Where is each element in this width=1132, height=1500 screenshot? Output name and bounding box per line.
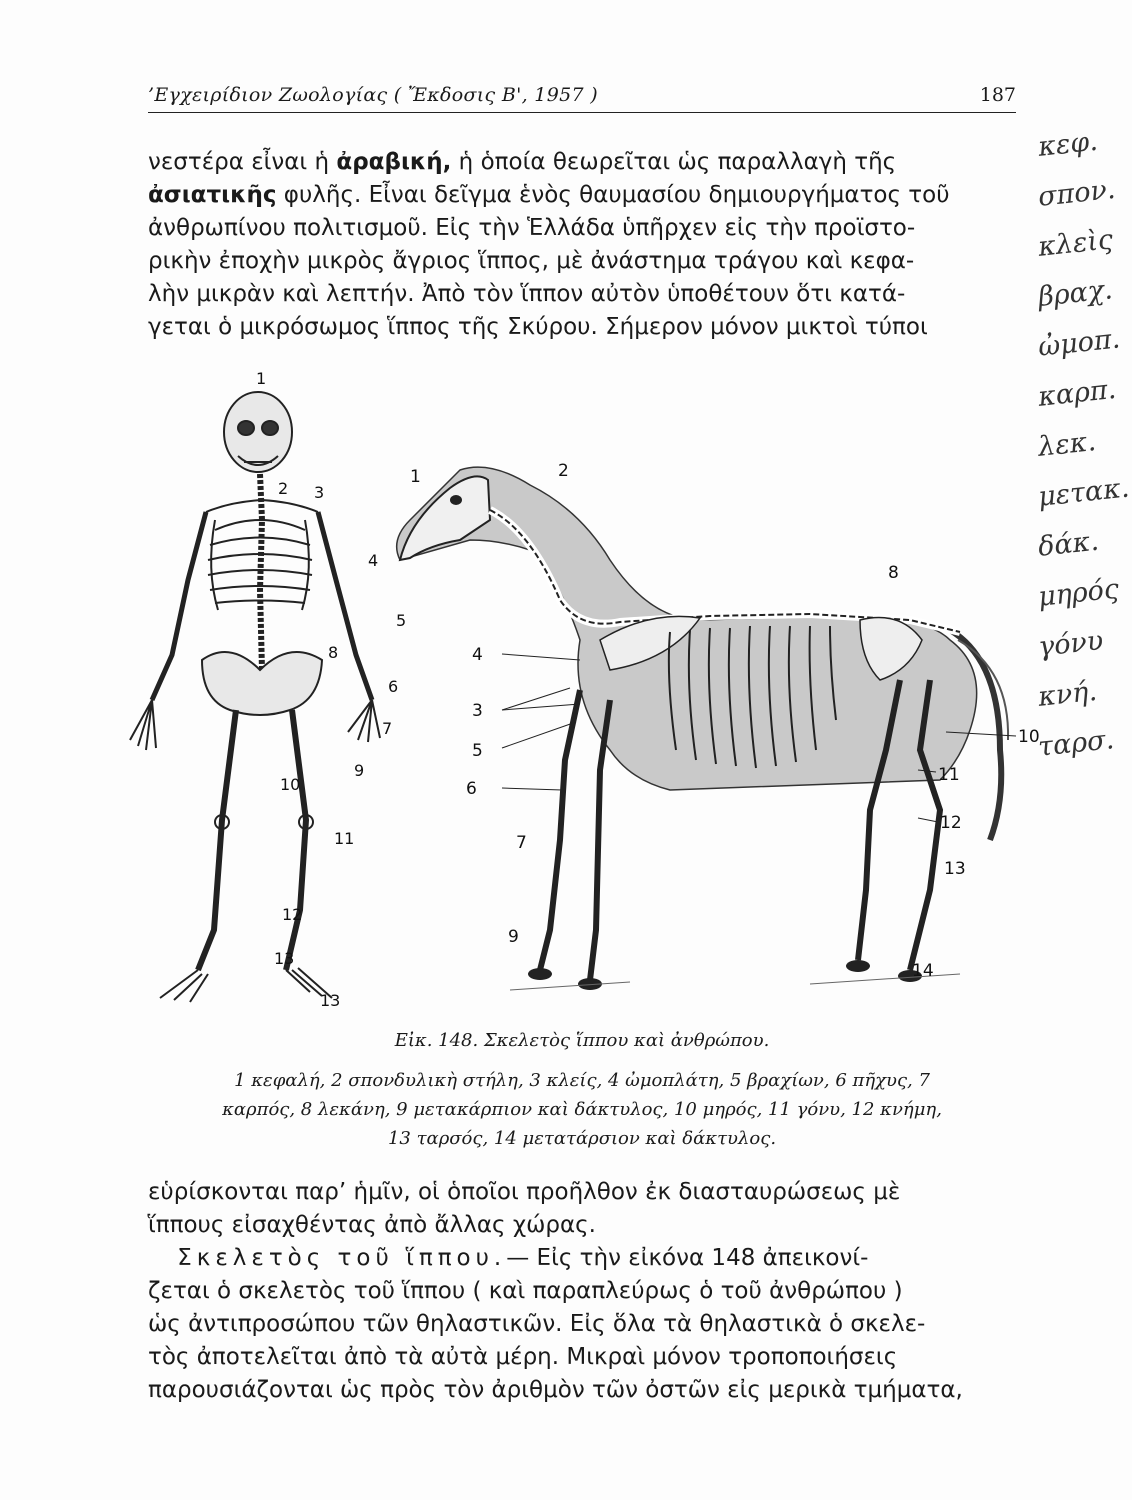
horse-label: 3: [472, 701, 483, 721]
paragraph-top: [148, 146, 1016, 344]
text-line: ἀσιατικῆς φυλῆς. Εἶναι δεῖγμα ἑνὸς θαυμασίου δημιουργήματος τοῦ: [148, 182, 950, 208]
text-line: λὴν μικρὰν καὶ λεπτήν. Ἀπὸ τὸν ἵππον αὐτὸν ὑποθέτουν ὅτι κατά-: [148, 281, 906, 307]
margin-note: κεφ.: [1036, 125, 1100, 163]
horse-label: 12: [940, 813, 962, 833]
margin-note: δάκ.: [1036, 525, 1101, 563]
human-label: 11: [334, 829, 355, 848]
text-line: γεται ὁ μικρόσωμος ἵππος τῆς Σκύρου. Σήμερον μόνον μικτοὶ τύποι: [148, 314, 928, 340]
human-label: 6: [388, 677, 399, 696]
margin-note: ὠμοπ.: [1036, 323, 1122, 363]
bold-term: ἀραβική,: [336, 149, 452, 175]
horse-label: 6: [466, 779, 477, 799]
human-label: 10: [280, 775, 301, 794]
margin-note: λεκ.: [1036, 425, 1098, 463]
bold-term: ἀσιατικῆς: [148, 182, 277, 208]
legend-line: 1 κεφαλή, 2 σπονδυλικὴ στήλη, 3 κλείς, 4 ὠμοπλάτη, 5 βραχίων, 6 πῆχυς, 7: [234, 1070, 930, 1091]
paragraph-bottom: [148, 1176, 1016, 1242]
text-line: τὸς ἀποτελεῖται ἀπὸ τὰ αὐτὰ μέρη. Μικραὶ μόνον τροποποιήσεις: [148, 1344, 898, 1370]
text-line: ρικὴν ἐποχὴν μικρὸς ἄγριος ἵππος, μὲ ἀνάστημα τράγου καὶ κεφα-: [148, 248, 915, 274]
human-label: 8: [328, 643, 339, 662]
horse-label: 7: [516, 833, 527, 853]
human-label: 12: [282, 905, 303, 924]
horse-label: 9: [508, 927, 519, 947]
horse-label: 11: [938, 765, 960, 785]
human-label: 7: [382, 719, 393, 738]
human-label: 1: [256, 370, 267, 388]
text-line: παρουσιάζονται ὡς πρὸς τὸν ἀριθμὸν τῶν ὀστῶν εἰς μερικὰ τμήματα,: [148, 1377, 963, 1403]
legend-line: καρπός, 8 λεκάνη, 9 μετακάρπιον καὶ δάκτυλος, 10 μηρός, 11 γόνυ, 12 κνήμη,: [222, 1099, 942, 1120]
horse-label: 14: [912, 961, 934, 981]
figure-caption: Εἰκ. 148. Σκελετὸς ἵππου καὶ ἀνθρώπου.: [394, 1030, 770, 1051]
margin-note: μετακ.: [1036, 472, 1131, 513]
running-header: [148, 82, 1016, 113]
horse-label: 5: [472, 741, 483, 761]
human-label: 9: [354, 761, 365, 780]
margin-note: καρπ.: [1036, 373, 1118, 413]
horse-label: 1: [410, 467, 421, 487]
human-label: 3: [314, 483, 325, 502]
margin-note: κνή.: [1036, 675, 1099, 713]
margin-note: μηρός: [1036, 573, 1121, 613]
skeleton-figure: [110, 370, 1070, 1020]
margin-note: σπον.: [1036, 173, 1117, 213]
section-first-line: [148, 1242, 1016, 1275]
figure-legend: [148, 1066, 1016, 1153]
human-label: 2: [278, 479, 289, 498]
margin-note: ταρσ.: [1036, 724, 1116, 763]
horse-label: 10: [1018, 727, 1040, 747]
human-skeleton: [130, 392, 380, 1002]
human-label: 13: [274, 949, 295, 968]
margin-note: βραχ.: [1036, 274, 1115, 313]
human-label: 5: [396, 611, 407, 630]
human-label: 4: [368, 551, 379, 570]
horse-label: 2: [558, 461, 569, 481]
section-heading-rest: — Εἰς τὴν εἰκόνα 148 ἀπεικονί-: [506, 1245, 869, 1271]
text-line: ζεται ὁ σκελετὸς τοῦ ἵππου ( καὶ παραπλεύρως ὁ τοῦ ἀνθρώπου ): [148, 1278, 903, 1304]
margin-note: κλεὶς: [1036, 224, 1115, 263]
margin-note: γόνυ: [1036, 625, 1105, 663]
legend-line: 13 ταρσός, 14 μετατάρσιον καὶ δάκτυλος.: [387, 1128, 777, 1149]
page-number: 187: [979, 84, 1016, 106]
text-line: ἀνθρωπίνου πολιτισμοῦ. Εἰς τὴν Ἑλλάδα ὑπῆρχεν εἰς τὴν προϊστο-: [148, 215, 916, 241]
horse-label: 13: [944, 859, 966, 879]
horse-label: 8: [888, 563, 899, 583]
section-skeleton-horse: [148, 1242, 1016, 1407]
text-line: νεστέρα εἶναι ἡ ἀραβική, ἡ ὁποία θεωρεῖται ὡς παραλλαγὴ τῆς: [148, 149, 897, 175]
running-title: ’Εγχειρίδιον Ζωολογίας ( Ἔκδοσις Β', 1957 ): [148, 84, 598, 106]
text-line: ἵππους εἰσαχθέντας ἀπὸ ἄλλας χώρας.: [148, 1212, 596, 1238]
skeleton-illustration: [110, 370, 1070, 1020]
text-line: εὑρίσκονται παρ’ ἡμῖν, οἱ ὁποῖοι προῆλθον ἐκ διασταυρώσεως μὲ: [148, 1179, 901, 1205]
horse-skeleton: [397, 467, 1016, 990]
text-line: ὡς ἀντιπροσώπου τῶν θηλαστικῶν. Εἰς ὅλα τὰ θηλαστικὰ ὁ σκελε-: [148, 1311, 926, 1337]
section-heading: Σκελετὸς τοῦ ἵππου.: [177, 1245, 507, 1271]
horse-label: 4: [472, 645, 483, 665]
human-label: 13: [320, 991, 341, 1010]
